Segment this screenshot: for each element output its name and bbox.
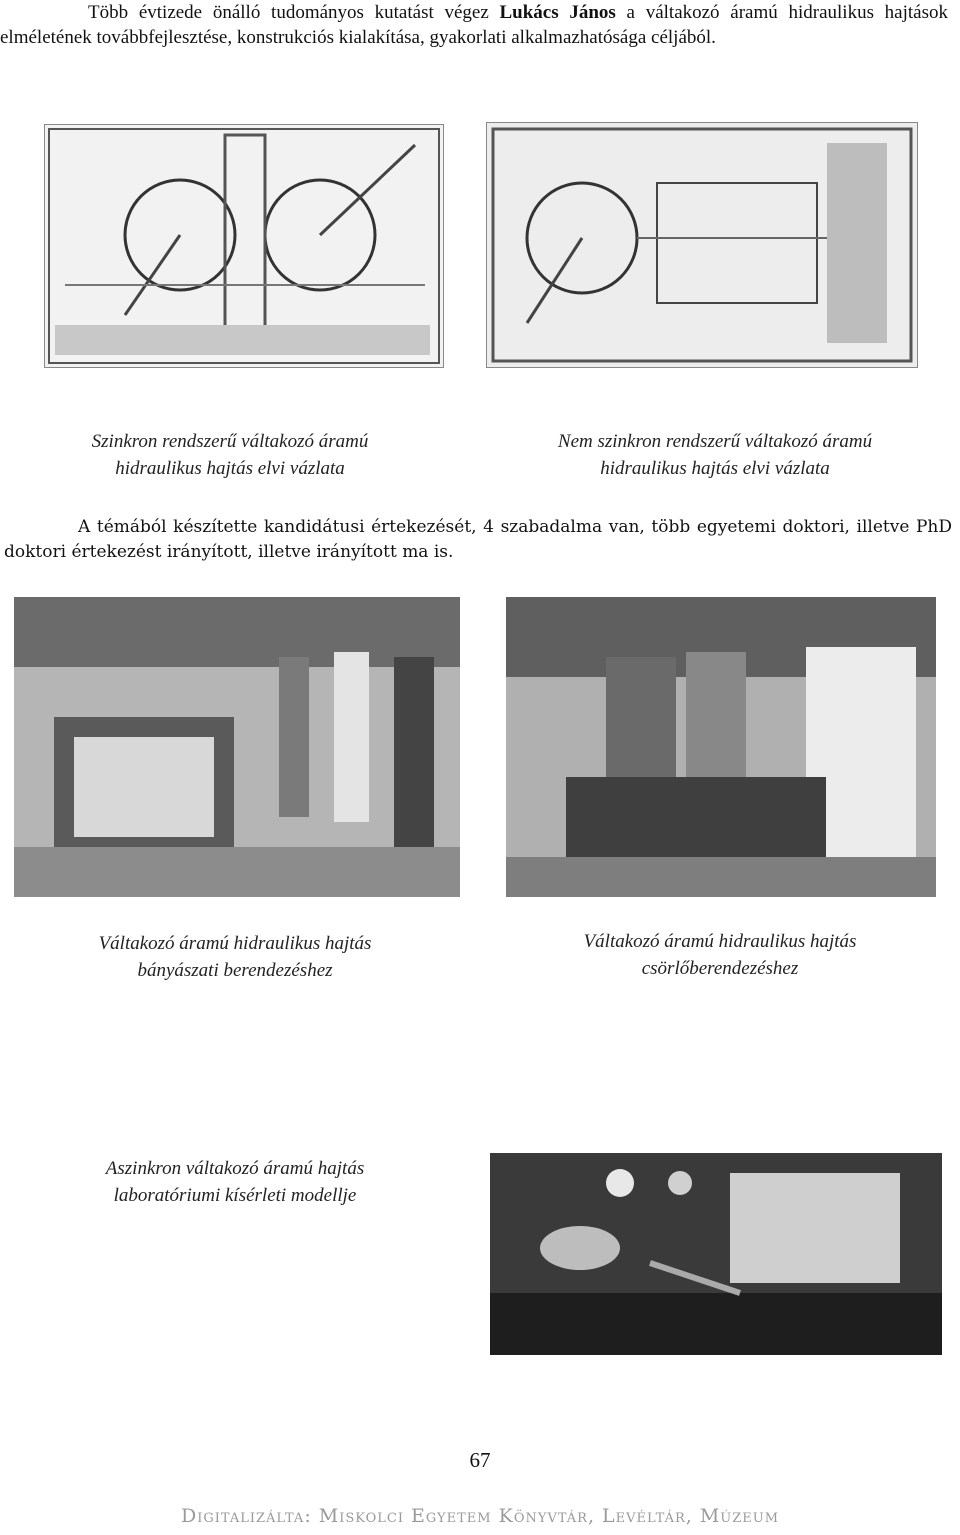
fig4-caption-line2: csörlőberendezéshez [641,958,799,979]
fig3-caption-line1: Váltakozó áramú hidraulikus hajtás [98,933,372,954]
page-number: 67 [469,1448,491,1472]
fig1-caption-line1: Szinkron rendszerű váltakozó áramú [91,431,369,452]
schematic-non-synchronous-image [486,122,918,368]
photo-mining-equipment-image [14,597,460,897]
fig2-caption-line1: Nem szinkron rendszerű váltakozó áramú [557,431,873,452]
middle-paragraph-text: A témából készítette kandidátusi értekezését, 4 szabadalma van, több egyetemi doktori, illetve PhD doktori értekezést irányított, illetve irányított ma is. [4,517,952,562]
fig3-caption [20,930,450,984]
fig4-caption-line1: Váltakozó áramú hidraulikus hajtás [583,931,857,952]
middle-paragraph [4,515,952,565]
fig1-caption [20,428,440,482]
digitization-footer: Digitalizálta: Miskolci Egyetem Könyvtár, Levéltár, Múzeum [180,1505,780,1527]
fig5-caption-line1: Aszinkron váltakozó áramú hajtás [105,1158,365,1179]
author-name: Lukács János [499,2,616,23]
fig3-caption-line2: bányászati berendezéshez [137,960,333,981]
intro-paragraph [0,0,948,50]
fig2-caption-line2: hidraulikus hajtás elvi vázlata [600,458,830,479]
fig5-caption [30,1155,440,1209]
fig4-caption [500,928,940,982]
intro-text-part2: a váltakozó áramú hidraulikus hajtások elméletének továbbfejlesztése, konstrukciós kialakítása, gyakorlati alkalmazhatósága céljából. [0,2,948,48]
fig2-caption [490,428,940,482]
fig5-caption-line2: laboratóriumi kísérleti modellje [113,1185,357,1206]
photo-lab-model-image [490,1153,942,1355]
intro-text-part1: Több évtizede önálló tudományos kutatást végez [88,2,500,23]
fig1-caption-line2: hidraulikus hajtás elvi vázlata [115,458,345,479]
schematic-synchronous-image [44,124,444,368]
photo-winch-equipment-image [506,597,936,897]
